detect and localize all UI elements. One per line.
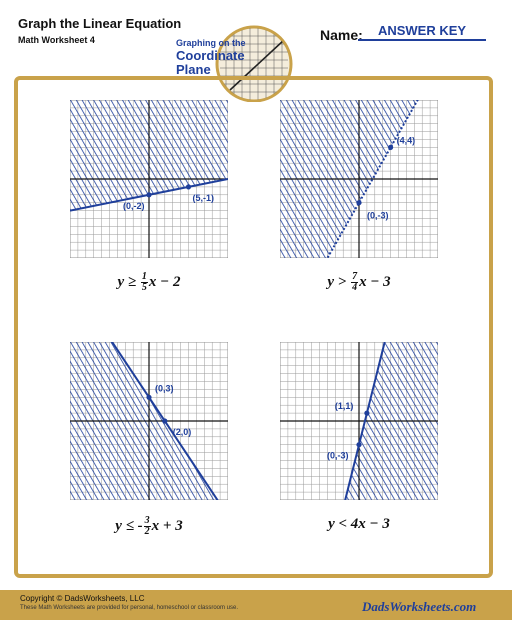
point-label: (1,1) (334, 401, 354, 412)
name-label: Name: (320, 27, 363, 43)
graph-problem-1 (70, 100, 228, 258)
dadsworksheets-logo (360, 596, 492, 616)
equation-problem-2: y > $\frac{7}{4}$ x − 3 (327, 271, 391, 293)
footer-copyright: Copyright © DadsWorksheets, LLC (20, 594, 145, 603)
point-label: (0,3) (155, 383, 174, 394)
graph-problem-4 (280, 342, 438, 500)
point-label: (4,4) (396, 135, 416, 146)
point-label: (5,-1) (192, 192, 215, 203)
worksheet-subtitle: Math Worksheet 4 (18, 35, 95, 45)
equation-problem-1: y ≥ $\frac{1}{5}$ x − 2 (117, 271, 181, 293)
svg-text:DadsWorksheets.com: DadsWorksheets.com (362, 599, 477, 614)
plotted-point (146, 395, 151, 400)
fraction-7-4: $\frac{7}{4}$ (352, 271, 358, 293)
graph-problem-2 (280, 100, 438, 258)
plotted-point (162, 418, 167, 423)
plotted-point (356, 442, 361, 447)
point-label: (0,-3) (367, 210, 389, 221)
plotted-point (364, 411, 369, 416)
graph-problem-3 (70, 342, 228, 500)
point-label: (2,0) (172, 427, 192, 437)
logo-line2: Coordinate (176, 48, 245, 63)
plotted-point (388, 145, 393, 150)
logo-line1: Graphing on the (176, 38, 246, 48)
equation-problem-4: y < 4x − 3 (328, 516, 390, 532)
point-label: (0,-2) (123, 200, 145, 211)
plotted-point (186, 184, 191, 189)
plotted-point (146, 192, 151, 197)
footer-note: These Math Worksheets are provided for personal, homeschool or classroom use. (20, 605, 238, 611)
name-field[interactable]: ANSWER KEY (358, 23, 486, 41)
fraction-1-5: $\frac{1}{5}$ (141, 271, 147, 293)
point-label: (0,-3) (327, 450, 349, 461)
plotted-point (356, 200, 361, 205)
equation-problem-3: y ≤ - $\frac{3}{2}$ x + 3 (115, 515, 183, 537)
logo-line3: Plane (176, 62, 211, 77)
fraction-3-2: $\frac{3}{2}$ (144, 515, 150, 537)
worksheet-title: Graph the Linear Equation (18, 16, 182, 31)
